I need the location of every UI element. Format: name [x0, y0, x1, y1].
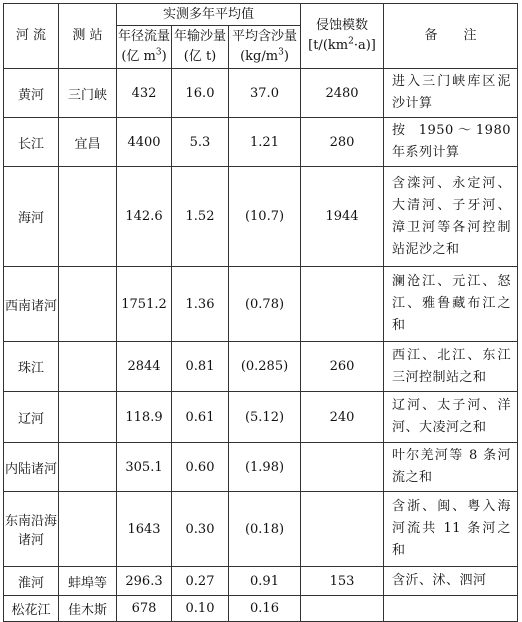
cell-river: 内陆诸河	[4, 443, 59, 492]
table-row	[4, 392, 518, 443]
cell-runoff: 432	[117, 69, 172, 118]
cell-sediment: 0.60	[172, 443, 229, 492]
header-erosion-tail: ·a)]	[353, 38, 376, 53]
cell-station: 佳木斯	[59, 596, 117, 622]
header-sediment-line1: 年输沙量	[173, 29, 226, 44]
cell-sediment: 0.30	[172, 492, 229, 567]
cell-runoff: 1643	[117, 492, 172, 567]
cell-station	[59, 392, 117, 443]
cell-station	[59, 492, 117, 567]
cell-sediment: 0.27	[172, 567, 229, 596]
table-row	[4, 567, 518, 596]
cell-river: 黄河	[4, 69, 59, 118]
cell-runoff: 2844	[117, 342, 172, 392]
header-concentration-tail: )	[283, 49, 289, 64]
cell-station	[59, 267, 117, 342]
cell-station: 宜昌	[59, 118, 117, 167]
cell-concentration: (1.98)	[229, 443, 301, 492]
cell-note: 按 1950～1980 年系列计算	[384, 118, 518, 167]
header-runoff-sup: 3	[155, 47, 162, 58]
cell-note: 含沂、沭、泗河	[384, 567, 518, 596]
cell-concentration: 37.0	[229, 69, 301, 118]
cell-erosion	[301, 443, 384, 492]
header-river-label: 河 流	[15, 28, 47, 43]
cell-river: 东南沿海诸河	[4, 492, 59, 567]
cell-note: 辽河、太子河、洋河、大凌河之和	[384, 392, 518, 443]
cell-sediment: 0.61	[172, 392, 229, 443]
table-row	[4, 118, 518, 167]
cell-concentration: (10.7)	[229, 167, 301, 267]
cell-note: 含浙、闽、粤入海河流共 11 条河之和	[384, 492, 518, 567]
cell-sediment: 1.36	[172, 267, 229, 342]
header-runoff-tail: )	[161, 49, 167, 64]
header-runoff-line2	[117, 47, 171, 67]
cell-concentration: (0.18)	[229, 492, 301, 567]
cell-sediment: 0.10	[172, 596, 229, 622]
table-row	[4, 342, 518, 392]
header-river	[4, 4, 59, 69]
cell-runoff: 1751.2	[117, 267, 172, 342]
header-runoff	[117, 26, 172, 69]
table-row	[4, 69, 518, 118]
cell-erosion: 1944	[301, 167, 384, 267]
cell-runoff: 678	[117, 596, 172, 622]
header-concentration-line2	[229, 47, 300, 67]
header-station-label: 测 站	[72, 28, 103, 43]
header-concentration-sup: 3	[278, 47, 284, 58]
cell-sediment: 0.81	[172, 342, 229, 392]
sediment-table	[3, 3, 518, 622]
cell-concentration: 1.21	[229, 118, 301, 167]
cell-erosion	[301, 267, 384, 342]
header-erosion-unit: [t/(km	[308, 38, 349, 53]
header-erosion-line2	[301, 36, 383, 56]
header-concentration-line1: 平均含沙量	[231, 29, 297, 44]
cell-station	[59, 167, 117, 267]
cell-erosion: 280	[301, 118, 384, 167]
cell-station: 蚌埠等	[59, 567, 117, 596]
table-row	[4, 596, 518, 622]
header-station	[59, 4, 117, 69]
header-group-label: 实测多年平均值	[162, 6, 254, 22]
header-group	[117, 4, 301, 26]
table-row	[4, 267, 518, 342]
cell-erosion	[301, 492, 384, 567]
cell-erosion	[301, 596, 384, 622]
header-note-label: 备 注	[424, 28, 477, 43]
cell-erosion: 153	[301, 567, 384, 596]
header-note	[384, 4, 518, 69]
cell-note: 进入三门峡库区泥沙计算	[384, 69, 518, 118]
header-erosion-sup: 2	[348, 36, 354, 47]
cell-station	[59, 443, 117, 492]
cell-runoff: 142.6	[117, 167, 172, 267]
cell-note	[384, 596, 518, 622]
table-row	[4, 443, 518, 492]
table-header	[4, 4, 518, 69]
cell-river: 珠江	[4, 342, 59, 392]
cell-erosion: 2480	[301, 69, 384, 118]
header-erosion-line1: 侵蚀模数	[315, 18, 368, 33]
cell-runoff: 296.3	[117, 567, 172, 596]
cell-river: 松花江	[4, 596, 59, 622]
cell-concentration: 0.91	[229, 567, 301, 596]
cell-note: 叶尔羌河等 8 条河流之和	[384, 443, 518, 492]
header-sediment	[172, 26, 229, 69]
table-row	[4, 167, 518, 267]
cell-note: 西江、北江、东江三河控制站之和	[384, 342, 518, 392]
cell-sediment: 16.0	[172, 69, 229, 118]
cell-note: 澜沧江、元江、怒江、雅鲁藏布江之和	[384, 267, 518, 342]
header-runoff-unit: (亿 m	[121, 49, 156, 64]
cell-concentration: (0.78)	[229, 267, 301, 342]
cell-river: 辽河	[4, 392, 59, 443]
cell-river: 长江	[4, 118, 59, 167]
cell-sediment: 5.3	[172, 118, 229, 167]
table-row	[4, 492, 518, 567]
cell-concentration: (0.285)	[229, 342, 301, 392]
cell-erosion: 240	[301, 392, 384, 443]
cell-sediment: 1.52	[172, 167, 229, 267]
cell-note: 含滦河、永定河、大清河、子牙河、漳卫河等各河控制站泥沙之和	[384, 167, 518, 267]
cell-concentration: (5.12)	[229, 392, 301, 443]
cell-concentration: 0.16	[229, 596, 301, 622]
header-erosion	[301, 4, 384, 69]
cell-runoff: 4400	[117, 118, 172, 167]
header-sediment-line2: (亿 t)	[183, 49, 217, 64]
cell-river: 淮河	[4, 567, 59, 596]
cell-erosion: 260	[301, 342, 384, 392]
header-concentration	[229, 26, 301, 69]
header-concentration-unit: (kg/m	[240, 49, 279, 64]
cell-station: 三门峡	[59, 69, 117, 118]
cell-river: 海河	[4, 167, 59, 267]
cell-runoff: 305.1	[117, 443, 172, 492]
cell-station	[59, 342, 117, 392]
table-body	[4, 69, 518, 622]
cell-runoff: 118.9	[117, 392, 172, 443]
cell-river: 西南诸河	[4, 267, 59, 342]
header-runoff-line1: 年径流量	[117, 29, 170, 44]
